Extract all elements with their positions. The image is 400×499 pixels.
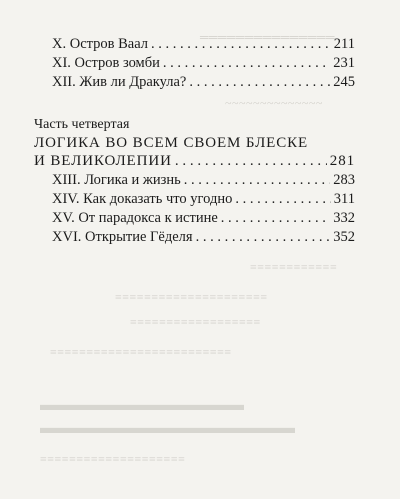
show-through-text: ▬▬▬▬▬▬▬▬▬▬▬▬ — [40, 395, 244, 414]
toc-entry — [52, 209, 355, 227]
show-through-text: ~~~~~~~~~~~~~~ — [225, 96, 323, 110]
toc-entry — [52, 171, 355, 189]
toc-entry-title: X. Остров Ваал — [52, 36, 149, 52]
toc-entry — [52, 73, 355, 91]
show-through-text: ≡≡≡≡≡≡≡≡≡≡≡≡≡≡≡≡≡≡≡≡ — [40, 452, 186, 466]
part-page: 281 — [329, 153, 355, 169]
show-through-text: ═══════════════ — [200, 30, 336, 44]
toc-entry-title: XIII. Логика и жизнь — [52, 172, 181, 188]
toc-entry-title: XVI. Открытие Гёделя — [52, 229, 193, 245]
show-through-text: ≡≡≡≡≡≡≡≡≡≡≡≡≡≡≡≡≡≡ — [130, 315, 261, 329]
toc-entry-page: 352 — [333, 229, 355, 245]
dot-leader — [184, 171, 330, 189]
dot-leader — [221, 209, 330, 227]
toc-entry — [52, 228, 355, 246]
show-through-text: ≡≡≡≡≡≡≡≡≡≡≡≡≡≡≡≡≡≡≡≡≡≡≡≡≡ — [50, 345, 232, 359]
part-label: Часть четвертая — [34, 117, 130, 132]
show-through-text: ≡≡≡≡≡≡≡≡≡≡≡≡≡≡≡≡≡≡≡≡≡ — [115, 290, 268, 304]
toc-entry — [52, 35, 355, 53]
dot-leader — [151, 35, 331, 53]
part-title-entry — [34, 152, 355, 170]
part-title-line1: ЛОГИКА ВО ВСЕМ СВОЕМ БЛЕСКЕ — [34, 135, 309, 151]
toc-entry-page: 311 — [333, 191, 355, 207]
toc-entry-page: 332 — [333, 210, 355, 226]
show-through-text: ▬▬▬▬▬▬▬▬▬▬▬▬▬▬▬ — [40, 418, 295, 437]
toc-entry-title: XII. Жив ли Дракула? — [52, 74, 187, 90]
toc-entry-page: 231 — [333, 55, 355, 71]
dot-leader — [235, 190, 330, 208]
dot-leader — [175, 152, 327, 170]
toc-entry-title: XIV. Как доказать что угодно — [52, 191, 233, 207]
toc-entry — [52, 190, 355, 208]
show-through-text: ≡≡≡≡≡≡≡≡≡≡≡≡ — [250, 260, 338, 274]
toc-entry — [52, 54, 355, 72]
toc-entry-page: 245 — [333, 74, 355, 90]
toc-entry-page: 211 — [333, 36, 355, 52]
part-title-line2: И ВЕЛИКОЛЕПИИ — [34, 153, 172, 169]
dot-leader — [189, 73, 330, 91]
dot-leader — [163, 54, 330, 72]
dot-leader — [196, 228, 331, 246]
toc-entry-title: XI. Остров зомби — [52, 55, 160, 71]
toc-entry-title: XV. От парадокса к истине — [52, 210, 218, 226]
toc-entry-page: 283 — [333, 172, 355, 188]
